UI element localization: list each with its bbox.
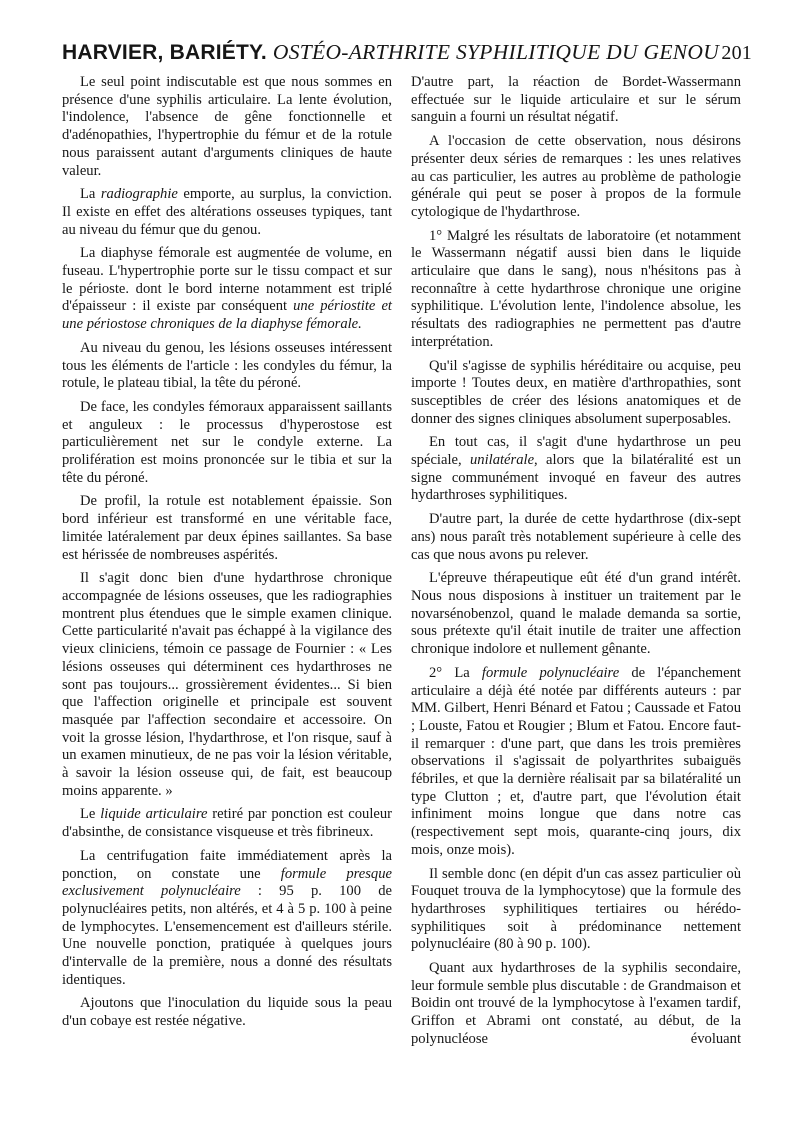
paragraph: Le seul point indiscutable est que nous sommes en présence d'une syphilis articulaire. La lente évolution, l'indolence, l'absence de gêne fonctionnelle et d'adénopathies, l'hypertrophie du fémur et de la rotule nous paraissent autant d'arguments cliniques de haute valeur.: [62, 74, 392, 179]
paragraph: D'autre part, la réaction de Bordet-Wassermann effectuée sur le liquide articulaire et sur le sérum sanguin a fourni un résultat négatif.: [411, 74, 741, 126]
paragraph: L'épreuve thérapeutique eût été d'un grand intérêt. Nous nous disposions à instituer un traitement par le novarsénobenzol, quand le malade demanda sa sortie, sous prétexte qu'il était inutile de traiter une affection chronique indolore et nullement gênante.: [411, 570, 741, 658]
paragraph: Il semble donc (en dépit d'un cas assez particulier où Fouquet trouva de la lymphocytose) que la formule des hydarthroses syphilitiques tertiaires ou hérédo-syphilitiques soit à prédominance nettement polynucléaire (80 à 90 p. 100).: [411, 865, 741, 953]
paragraph: La centrifugation faite immédiatement après la ponction, on constate une formule presque exclusivement polynucléaire : 95 p. 100 de polynucléaires petits, non altérés, et 4 à 5 p. 100 à peine de lymphocytes. L'ensemencement est d'ailleurs stérile. Une nouvelle ponction, pratiquée à quelques jours d'intervalle de la première, nous a donné des résultats identiques.: [62, 847, 392, 988]
paragraph: A l'occasion de cette observation, nous désirons présenter deux séries de remarques : les unes relatives au cas particulier, les autres au problème de pathologie générale qui peut se poser à propos de la formule cytologique de l'hydarthrose.: [411, 133, 741, 220]
header-authors: HARVIER, BARIÉTY.: [62, 41, 267, 64]
paragraph: En tout cas, il s'agit d'une hydarthrose un peu spéciale, unilatérale, alors que la bilatéralité est un signe communément invoqué en faveur des autres hydarthroses syphilitiques.: [411, 434, 741, 504]
paragraph: Le liquide articulaire retiré par ponction est couleur d'absinthe, de consistance visqueuse et très fibrineux.: [62, 806, 393, 841]
paragraph: La radiographie emporte, au surplus, la conviction. Il existe en effet des altérations osseuses typiques, tant au niveau du fémur que du genou.: [62, 186, 393, 238]
header-title: OSTÉO-ARTHRITE SYPHILITIQUE DU GENOU: [272, 40, 720, 64]
paragraph: 1° Malgré les résultats de laboratoire (et notamment le Wassermann négatif aussi bien dans le liquide articulaire que dans le sang), nous n'hésitons pas à reconnaître à cette hydarthrose chronique une origine syphilitique. L'évolution lente, l'indolence absolue, les résultats des radiographies ne permettent pas d'autre interprétation.: [411, 227, 741, 350]
paragraph: Il s'agit donc bien d'une hydarthrose chronique accompagnée de lésions osseuses, que les radiographies montrent plus étendues que le simple examen clinique. Cette particularité n'avait pas échappé à la vigilance des vieux cliniciens, témoin ce passage de Fournier : « Les lésions osseuses qui déterminent ces hydarthroses ne sont pas toujours... grossièrement évidentes... Si bien que l'affection originelle et principale est souvent masquée par l'affection secondaire et accessoire. On voit la grosse lésion, l'hydarthrose, et l'on risque, sauf à un examen minutieux, de ne pas voir la lésion véritable, à savoir la lésion osseuse qui, de fait, est beaucoup moins apparente. »: [62, 570, 392, 799]
paragraph: Quant aux hydarthroses de la syphilis secondaire, leur formule semble plus discutable : de Grandmaison et Boidin ont trouvé de la lymphocytose à l'examen tardif, Griffon et Abrami ont constaté, au début, de la polynucléose évoluant: [411, 960, 741, 1047]
paragraph: Qu'il s'agisse de syphilis héréditaire ou acquise, peu importe ! Toutes deux, en matière d'arthropathies, sont susceptibles de créer des lésions anatomiques et de donner des signes cliniques absolument superposables.: [411, 357, 741, 427]
paragraph: De profil, la rotule est notablement épaissie. Son bord inférieur est transformé en une véritable face, limitée latéralement par deux épines saillantes. Sa base est hérissée de nombreuses aspérités.: [62, 493, 392, 563]
page-number: 201: [721, 42, 752, 64]
paragraph: De face, les condyles fémoraux apparaissent saillants et anguleux : le processus d'hyperostose est particulièrement net sur le condyle externe. La prolifération est moins prononcée sur le tibia et sur la tête du péroné.: [62, 398, 392, 486]
right-column: [411, 74, 741, 1055]
paragraph: D'autre part, la durée de cette hydarthrose (dix-sept ans) nous paraît très notablement supérieure à celle des cas que nous avons pu relever.: [411, 511, 741, 563]
running-header: [62, 40, 752, 65]
paragraph: 2° La formule polynucléaire de l'épanchement articulaire a déjà été notée par différents auteurs : par MM. Gilbert, Henri Bénard et Fatou ; Caussade et Fatou ; Louste, Fatou et Rougier ; Blum et Fatou. Encore faut-il remarquer : d'une part, que dans les trois premières observations il s'agissait de polyarthrites subaiguës fébriles, et que la dernière réalisait par sa bilatéralité un type Clutton ; et, d'autre part, que l'évolution était infiniment moins longue que dans notre cas (respectivement sept mois, quarante-cinq jours, dix mois, onze mois).: [411, 664, 741, 858]
paragraph: Au niveau du genou, les lésions osseuses intéressent tous les éléments de l'article : les condyles du fémur, la rotule, le plateau tibial, la tête du péroné.: [62, 339, 392, 392]
left-column: [62, 74, 392, 1037]
paragraph: Ajoutons que l'inoculation du liquide sous la peau d'un cobaye est restée négative.: [62, 995, 392, 1030]
paragraph: La diaphyse fémorale est augmentée de volume, en fuseau. L'hypertrophie porte sur le tissu compact et sur le périoste. dont le bord interne notamment est triplé d'épaisseur : il existe par conséquent une périostite et une périostose chroniques de la diaphyse fémorale.: [62, 245, 392, 333]
